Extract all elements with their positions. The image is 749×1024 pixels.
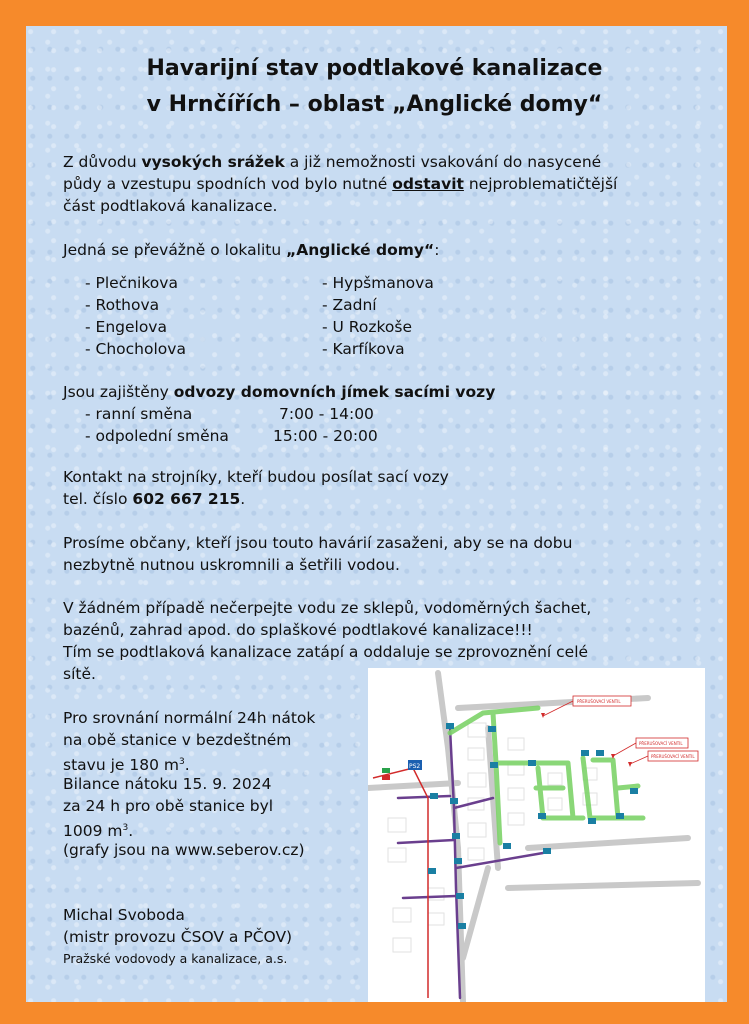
signature-company: Pražské vodovody a kanalizace, a.s. (63, 951, 288, 966)
intro-line-3: část podtlaková kanalizace. (63, 197, 278, 215)
street-item: - Zadní (322, 296, 377, 314)
street-item: - Engelova (85, 318, 167, 336)
transport-heading: Jsou zajištěny odvozy domovních jímek sacími vozy (63, 383, 496, 401)
request-line-2: nezbytně nutnou uskromnili a šetřili vodou. (63, 556, 400, 574)
title-line-1: Havarijní stav podtlakové kanalizace (146, 56, 603, 81)
comparison-line: za 24 h pro obě stanice byl (63, 797, 274, 815)
shift-label: - ranní směna (85, 405, 193, 423)
comparison-line: Bilance nátoku 15. 9. 2024 (63, 775, 272, 793)
signature-role: (mistr provozu ČSOV a PČOV) (63, 928, 293, 946)
valve-label: PŘERUŠOVACÍ VENTIL (577, 699, 621, 704)
street-item: - Hypšmanova (322, 274, 434, 292)
locality-heading: Jedná se převážně o lokalitu „Anglické domy“: (63, 241, 440, 259)
signature-name: Michal Svoboda (63, 906, 185, 924)
intro-line-2: půdy a vzestupu spodních vod bylo nutné odstavit nejproblematičtější (63, 175, 618, 193)
shift-time: 7:00 - 14:00 (279, 405, 374, 423)
comparison-line: (grafy jsou na www.seberov.cz) (63, 841, 305, 859)
street-item: - Chocholova (85, 340, 186, 358)
contact-phone-line: tel. číslo 602 667 215. (63, 490, 246, 508)
valve-label: PŘERUŠOVACÍ VENTIL (651, 754, 695, 759)
request-line-1: Prosíme občany, kteří jsou touto havárií zasaženi, aby se na dobu (63, 534, 573, 552)
comparison-line: 1009 $m^3$. (63, 822, 134, 841)
warning-line-4: sítě. (63, 665, 96, 683)
street-item: - U Rozkoše (322, 318, 413, 336)
title-line-2: v Hrnčířích – oblast „Anglické domy“ (146, 92, 603, 117)
comparison-line: na obě stanice v bezdeštném (63, 731, 292, 749)
valve-label: PŘERUŠOVACÍ VENTIL (639, 741, 683, 746)
comparison-line: Pro srovnání normální 24h nátok (63, 709, 316, 727)
street-item: - Karfíkova (322, 340, 405, 358)
warning-line-3: Tím se podtlaková kanalizace zatápí a oddaluje se zprovoznění celé (63, 643, 589, 661)
shift-time: 15:00 - 20:00 (273, 427, 378, 445)
sewer-network-map (368, 668, 705, 1002)
map-drawing (368, 668, 705, 1002)
comparison-line: stavu je 180 $m^3$. (63, 756, 190, 775)
pumping-station-label: PS2 (409, 763, 421, 770)
street-item: - Rothova (85, 296, 160, 314)
shift-label: - odpolední směna (85, 427, 229, 445)
intro-line-1: Z důvodu vysokých srážek a již nemožnosti vsakování do nasycené (63, 153, 602, 171)
warning-line-2: bazénů, zahrad apod. do splaškové podtlakové kanalizace!!! (63, 621, 533, 639)
phone-number: 602 667 215 (132, 490, 241, 508)
street-item: - Plečnikova (85, 274, 178, 292)
warning-line-1: V žádném případě nečerpejte vodu ze sklepů, vodoměrných šachet, (63, 599, 592, 617)
contact-line-1: Kontakt na strojníky, kteří budou posílat sací vozy (63, 468, 449, 486)
